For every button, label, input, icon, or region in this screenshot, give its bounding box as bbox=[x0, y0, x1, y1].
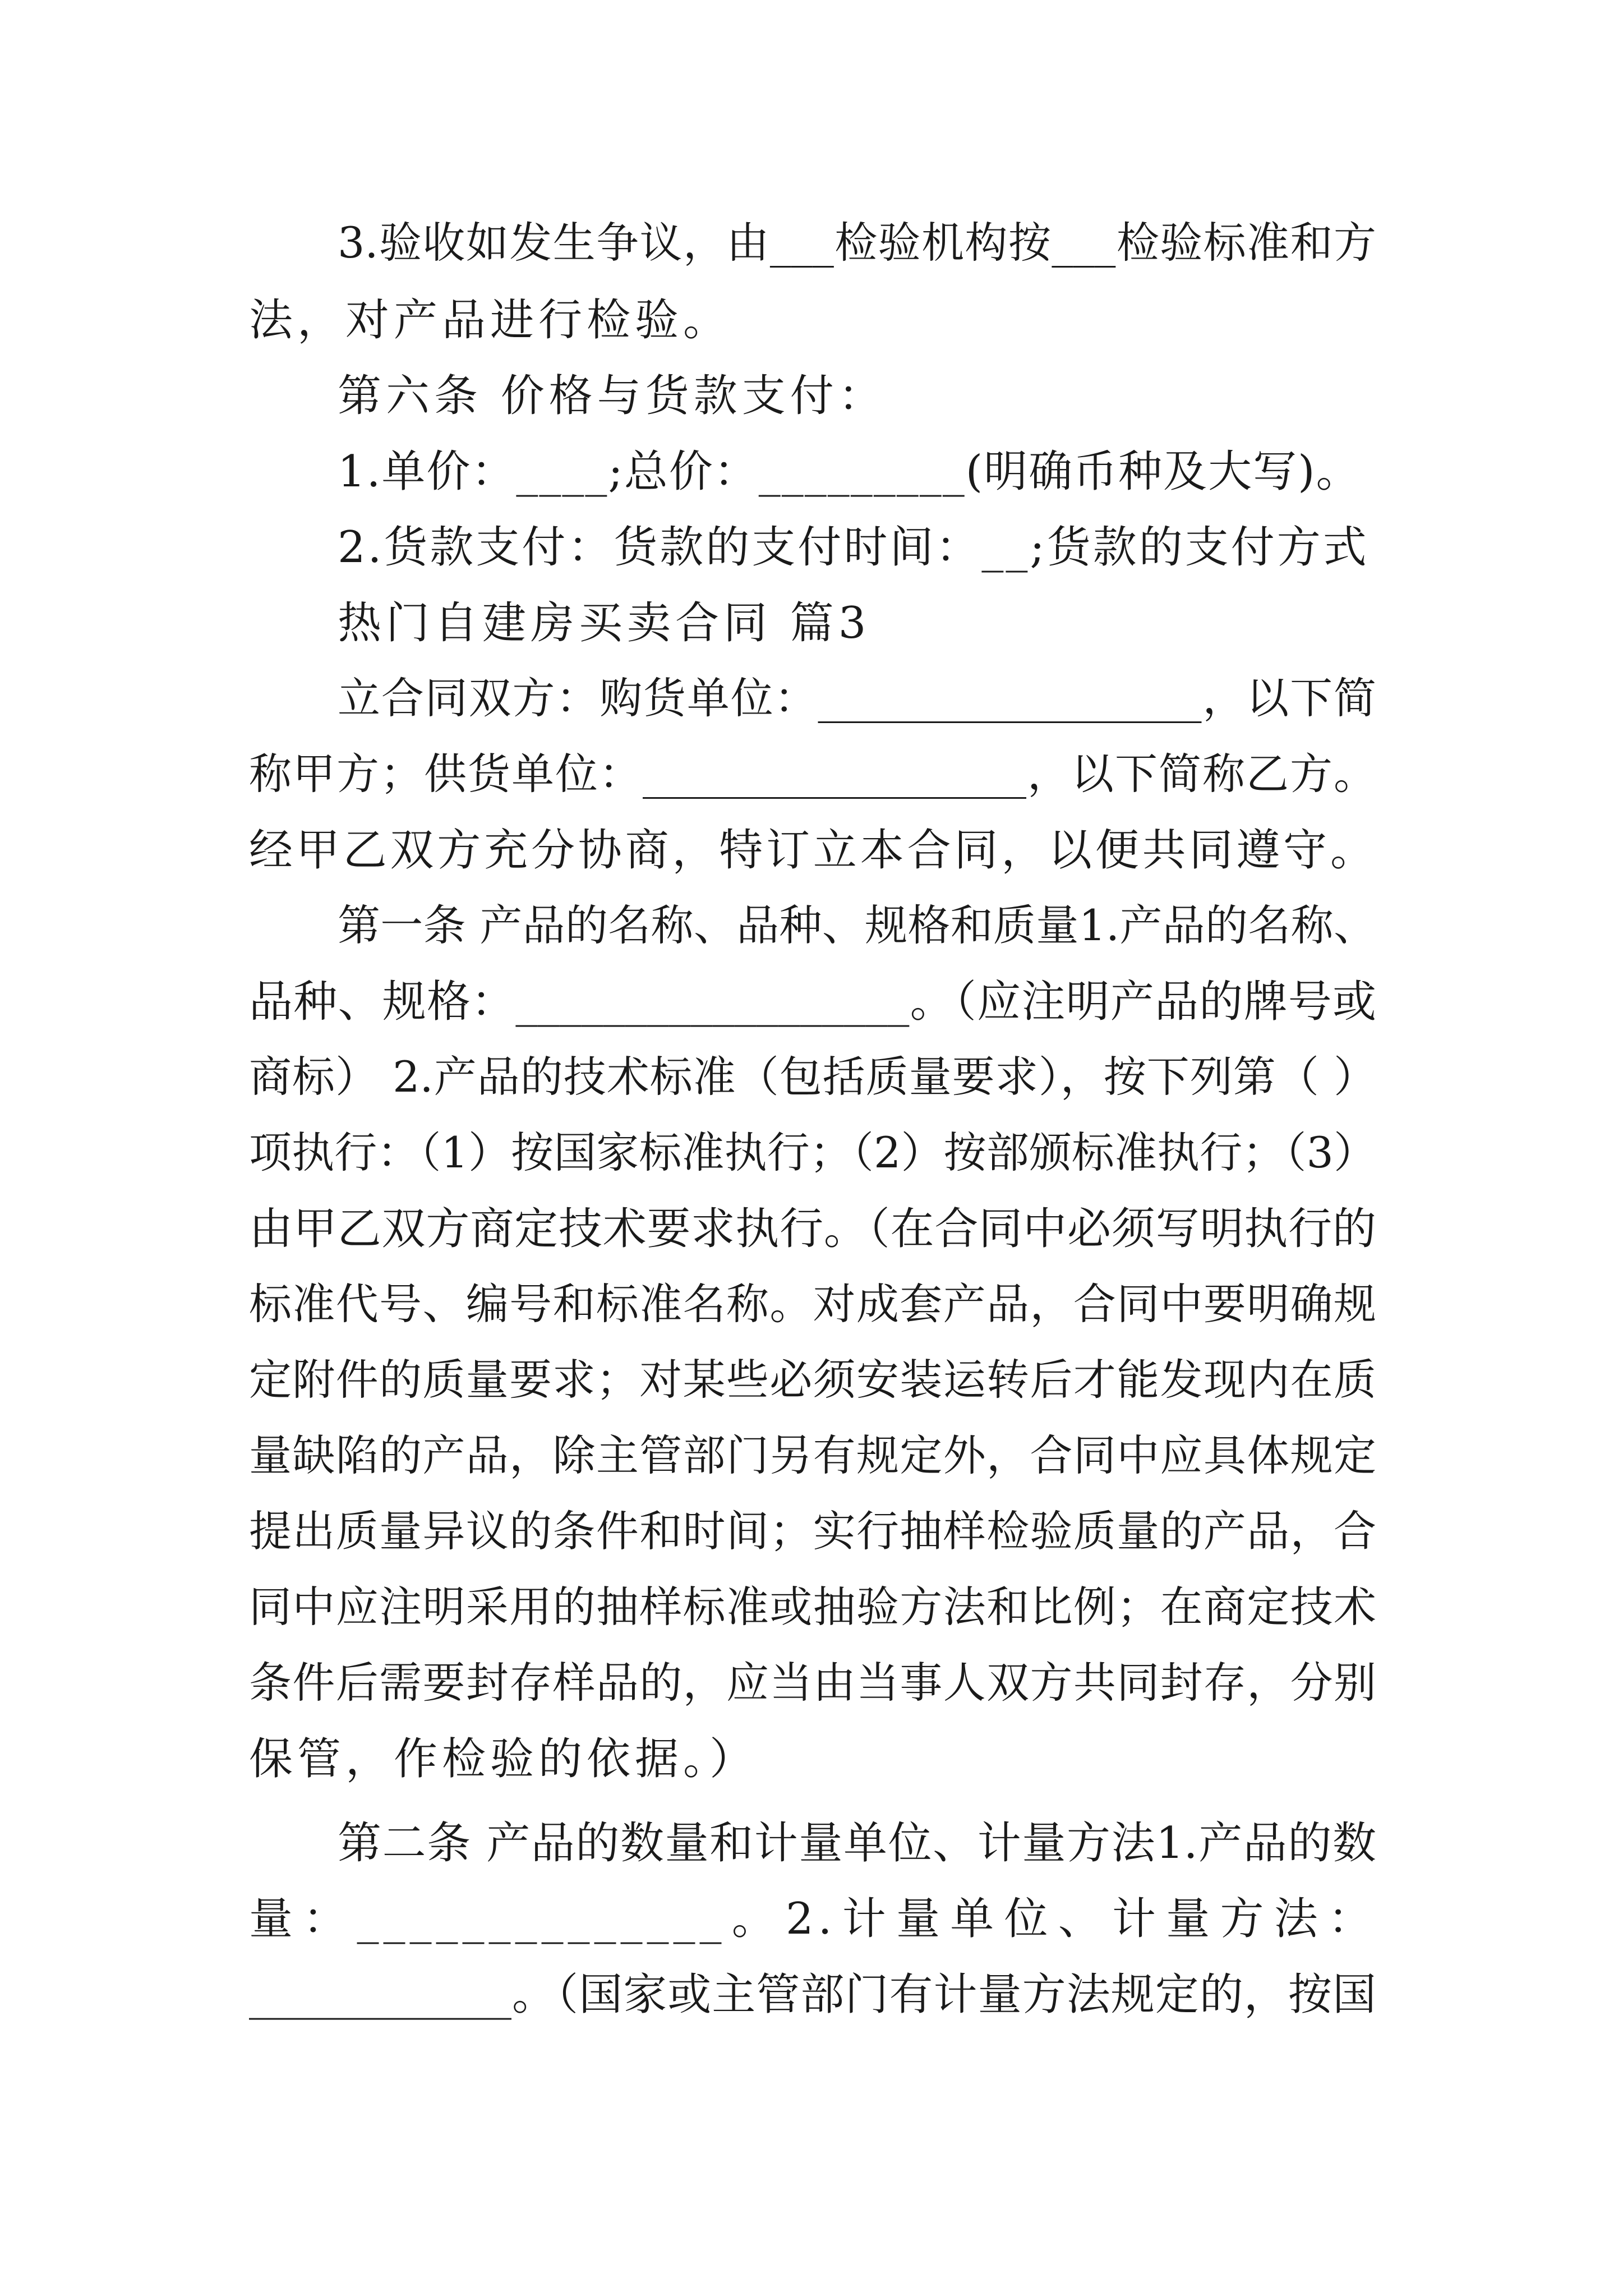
text-line: 经甲乙双方充分协商，特订立本合同，以便共同遵守。 bbox=[249, 825, 1376, 876]
text-line: 1.单价：____;总价：_________(明确币种及大写)。 bbox=[338, 447, 1361, 497]
text-line: 法，对产品进行检验。 bbox=[249, 295, 732, 346]
text-line: 保管，作检验的依据。） bbox=[249, 1734, 758, 1784]
text-line: 条件后需要封存样品的，应当由当事人双方共同封存，分别 bbox=[249, 1658, 1376, 1708]
text-line: 第一条 产品的名称、品种、规格和质量1.产品的名称、 bbox=[338, 900, 1376, 950]
text-line: 3.验收如发生争议，由___检验机构按___检验标准和方 bbox=[338, 218, 1376, 268]
text-line: 第二条 产品的数量和计量单位、计量方法1.产品的数 bbox=[338, 1818, 1376, 1869]
text-line: 称甲方；供货单位：__________________，以下简称乙方。 bbox=[249, 749, 1376, 799]
text-line: 定附件的质量要求；对某些必须安装运转后才能发现内在质 bbox=[249, 1355, 1376, 1405]
text-line: 标准代号、编号和标准名称。对成套产品，合同中要明确规 bbox=[249, 1279, 1376, 1329]
chapter-title: 热门自建房买卖合同 篇3 bbox=[338, 598, 871, 648]
text-line: 由甲乙双方商定技术要求执行。（在合同中必须写明执行的 bbox=[249, 1204, 1376, 1254]
text-line: 商标） 2.产品的技术标准（包括质量要求），按下列第（ ） bbox=[249, 1052, 1376, 1102]
text-line: 品种、规格：__________________。（应注明产品的牌号或 bbox=[249, 977, 1376, 1027]
text-line: 提出质量异议的条件和时间；实行抽样检验质量的产品，合 bbox=[249, 1506, 1376, 1556]
text-line: 立合同双方：购货单位：__________________，以下简 bbox=[338, 673, 1376, 723]
text-line: 2.货款支付：货款的支付时间：__;货款的支付方式 bbox=[338, 522, 1369, 573]
text-line: 量缺陷的产品，除主管部门另有规定外，合同中应具体规定 bbox=[249, 1430, 1376, 1480]
text-line: 同中应注明采用的抽样标准或抽验方法和比例；在商定技术 bbox=[249, 1582, 1376, 1632]
text-line: 项执行：（1）按国家标准执行；（2）按部颁标准执行；（3） bbox=[249, 1128, 1376, 1177]
section-heading: 第六条 价格与货款支付： bbox=[338, 371, 887, 421]
text-line: 量：______________。2.计量单位、计量方法： bbox=[249, 1894, 1376, 1944]
text-line: ____________。（国家或主管部门有计量方法规定的，按国 bbox=[249, 1970, 1376, 2020]
